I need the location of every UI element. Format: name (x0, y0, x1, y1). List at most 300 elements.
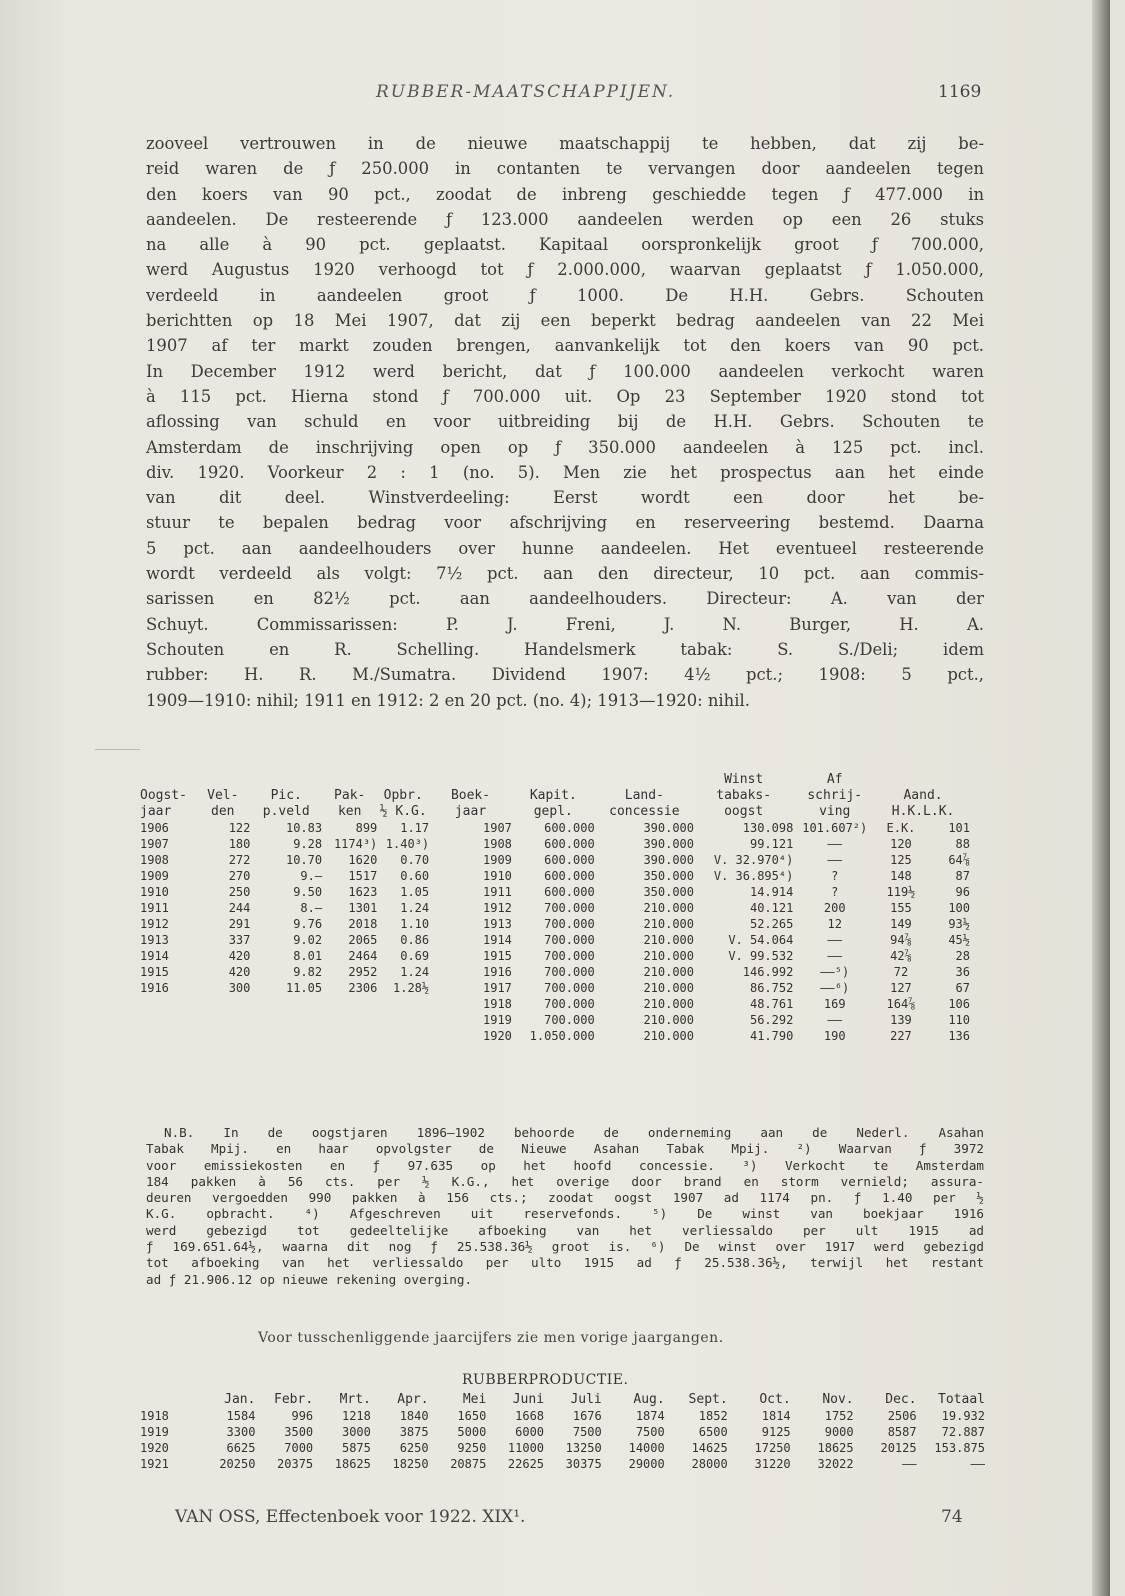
table-cell: 700.000 (544, 1013, 595, 1027)
table-cell (195, 996, 250, 1012)
table-cell: ——⁵) (820, 965, 850, 979)
table-cell: 101 (948, 821, 970, 835)
rubber-production-table (140, 1392, 985, 1472)
table-cell: 1840 (399, 1409, 429, 1423)
table-cell: 1912 (140, 917, 169, 931)
table-cell: ? (831, 885, 839, 899)
page-edge (1092, 0, 1110, 1596)
table-cell: 9000 (824, 1425, 854, 1439)
table-cell: 14625 (691, 1441, 728, 1455)
body-line: zooveel vertrouwen in de nieuwe maatschappij te hebben, dat zij be- (146, 134, 984, 153)
body-line: 1907 af ter markt zouden brengen, aanvankelijk tot den koers van 90 pct. (146, 336, 984, 356)
footnote-line: deuren vergoedden 990 pakken à 156 cts.; zoodat oogst 1907 ad 1174 pn. ƒ 1.40 per ½ (146, 1190, 984, 1206)
table-cell: 14.914 (749, 885, 794, 899)
table-cell: 6500 (698, 1425, 728, 1439)
table-cell: 210.000 (643, 997, 695, 1011)
table-cell: 210.000 (643, 949, 695, 963)
table-cell: 0.70 (400, 853, 430, 867)
crop-header-top (195, 772, 250, 788)
table-cell: 1919 (483, 1013, 512, 1027)
table-cell: 390.000 (643, 821, 695, 835)
table-cell: 6250 (399, 1441, 429, 1455)
table-cell: 1.05 (400, 885, 430, 899)
table-cell: 600.000 (544, 885, 595, 899)
rubber-header-cell: Dec. (885, 1392, 917, 1407)
table-cell: 1218 (341, 1409, 371, 1423)
table-cell: 700.000 (544, 965, 595, 979)
rubber-header-cell: Sept. (688, 1392, 728, 1407)
footer-number: 74 (941, 1507, 963, 1527)
table-cell: 22625 (507, 1457, 545, 1471)
footer-source: VAN OSS, Effectenboek voor 1922. XIX¹. (175, 1507, 526, 1527)
table-cell (322, 1012, 377, 1028)
table-cell: 11.05 (285, 981, 323, 995)
footnote-line: werd gebezigd tot gedeeltelijke afboeking van het verliessaldo per ult 1915 ad (146, 1222, 984, 1238)
table-cell: 700.000 (544, 901, 595, 915)
table-cell: 28000 (691, 1457, 728, 1471)
crop-header-cell: schrij- (807, 788, 863, 803)
crop-header-top (595, 772, 694, 788)
table-cell: 56.292 (749, 1013, 794, 1027)
crop-header-cell: Vel- (207, 788, 239, 803)
table-cell: 420 (228, 965, 251, 979)
crop-header-cell: ving (819, 804, 851, 819)
table-cell: 148 (890, 869, 912, 883)
table-cell: 110 (948, 1013, 970, 1027)
rubber-header-cell: Mrt. (339, 1392, 371, 1407)
rubber-production-title: RUBBERPRODUCTIE. (462, 1372, 629, 1388)
table-cell: 700.000 (544, 981, 595, 995)
table-cell: —— (970, 1457, 985, 1471)
table-cell: 1909 (140, 869, 169, 883)
table-cell (322, 996, 377, 1012)
table-cell: 2065 (348, 933, 378, 947)
table-cell: 210.000 (643, 965, 695, 979)
table-cell: V. 32.970⁴) (713, 853, 794, 867)
table-cell: 1916 (483, 965, 512, 979)
table-cell: 1.40³) (385, 837, 430, 851)
crop-header-top: Af (826, 772, 843, 787)
table-cell: 0.60 (400, 869, 430, 883)
crop-header-top: Winst (724, 772, 764, 787)
table-cell: 9.82 (293, 965, 323, 979)
crop-header-cell: Pic. (270, 788, 302, 803)
table-cell: 36 (955, 965, 970, 979)
table-cell: 210.000 (643, 901, 695, 915)
table-cell: 72.887 (941, 1425, 985, 1439)
table-cell: 420 (228, 949, 251, 963)
table-cell: 600.000 (544, 837, 595, 851)
crop-header-top (429, 772, 512, 788)
table-cell: 1.24 (400, 965, 430, 979)
table-cell: 210.000 (643, 917, 695, 931)
body-line: div. 1920. Voorkeur 2 : 1 (no. 5). Men zie het prospectus aan het einde (146, 462, 984, 482)
table-cell (195, 1028, 250, 1044)
rubber-header-cell: Mei (462, 1392, 487, 1407)
table-cell: 153.875 (934, 1441, 985, 1455)
footnote-line: K.G. opbracht. ⁴) Afgeschreven uit reservefonds. ⁵) De winst van boekjaar 1916 (146, 1206, 984, 1222)
table-cell: 164⅞ (886, 997, 916, 1011)
table-cell (250, 996, 322, 1012)
table-cell: 18625 (817, 1441, 854, 1455)
table-cell: 88 (955, 837, 970, 851)
table-cell: 227 (890, 1029, 912, 1043)
body-line: verdeeld in aandeelen groot ƒ 1000. De H.H. Gebrs. Schouten (146, 285, 984, 305)
table-cell (250, 1012, 322, 1028)
rubber-header-cell: Juli (570, 1392, 602, 1407)
table-row (140, 996, 970, 1012)
table-cell: 1920 (483, 1029, 512, 1043)
body-line: rubber: H. R. M./Sumatra. Dividend 1907: 4½ pct.; 1908: 5 pct., (146, 665, 984, 685)
page-number: 1169 (938, 82, 982, 102)
table-cell: 5875 (341, 1441, 371, 1455)
table-cell: 7500 (635, 1425, 665, 1439)
table-cell: 1.28½ (393, 981, 430, 995)
table-cell: 3300 (226, 1425, 256, 1439)
table-cell: 155 (890, 901, 912, 915)
footnote-line: ƒ 169.651.64½, waarna dit nog ƒ 25.538.36½ groot is. ⁶) De winst over 1917 werd gebezigd (146, 1239, 984, 1255)
table-cell: 14000 (628, 1441, 665, 1455)
body-line: 5 pct. aan aandeelhouders over hunne aandeelen. Het eventueel resteerende (146, 538, 984, 558)
table-cell: 1912 (483, 901, 512, 915)
table-cell: 250 (228, 885, 251, 899)
rubber-header-cell: Aug. (633, 1392, 665, 1407)
table-row (140, 916, 970, 932)
table-cell: 2306 (348, 981, 378, 995)
table-cell: 8.— (300, 901, 323, 915)
table-cell: 291 (228, 917, 251, 931)
footnote-line: 184 pakken à 56 cts. per ½ K.G., het overige door brand en storm vernield; assura- (146, 1173, 984, 1189)
table-cell: 1584 (226, 1409, 256, 1423)
left-rule (95, 749, 140, 750)
crop-header-top (140, 772, 195, 788)
body-line: van dit deel. Winstverdeeling: Eerst wordt een door het be- (146, 488, 984, 508)
body-line: berichtten op 18 Mei 1907, dat zij een beperkt bedrag aandeelen van 22 Mei (146, 311, 984, 331)
table-cell: —— (827, 933, 842, 947)
table-row (140, 948, 970, 964)
table-cell: 1.050.000 (529, 1029, 595, 1043)
table-cell: 200 (823, 901, 846, 915)
table-cell: 29000 (628, 1457, 665, 1471)
table-cell: 9250 (457, 1441, 487, 1455)
table-cell: 1.24 (400, 901, 430, 915)
table-cell: 180 (228, 837, 251, 851)
rubber-header-cell: Juni (512, 1392, 545, 1407)
table-cell: 20250 (219, 1457, 256, 1471)
table-row (140, 964, 970, 980)
body-line: à 115 pct. Hierna stond ƒ 700.000 uit. Op 23 September 1920 stond tot (146, 386, 984, 406)
table-cell: 1814 (761, 1409, 791, 1423)
table-cell: 899 (355, 821, 378, 835)
table-row (140, 1440, 985, 1456)
table-cell: 32022 (817, 1457, 854, 1471)
table-cell: 1915 (483, 949, 512, 963)
table-cell: 10.83 (285, 821, 323, 835)
rubber-header-cell: Nov. (822, 1392, 854, 1407)
table-cell: ——⁶) (820, 981, 850, 995)
table-cell: 2464 (348, 949, 378, 963)
table-cell: 10.70 (285, 853, 323, 867)
body-line: sarissen en 82½ pct. aan aandeelhouders. Directeur: A. van der (146, 589, 984, 609)
crop-header-cell: tabaks- (716, 788, 772, 803)
table-cell: 149 (890, 917, 912, 931)
table-cell: 1911 (140, 901, 169, 915)
table-cell: 20875 (450, 1457, 487, 1471)
table-cell: 1920 (140, 1441, 169, 1455)
table-cell: 1517 (348, 869, 378, 883)
table-cell: 42⅞ (890, 949, 912, 963)
table-cell: 1650 (457, 1409, 487, 1423)
body-line: na alle à 90 pct. geplaatst. Kapitaal oorspronkelijk groot ƒ 700.000, (146, 235, 984, 255)
table-cell: 1174³) (333, 837, 378, 851)
table-cell: 119½ (886, 885, 916, 899)
table-cell: 1.10 (400, 917, 430, 931)
table-cell: ? (831, 869, 839, 883)
crop-header-top (512, 772, 595, 788)
table-cell: 600.000 (544, 821, 595, 835)
table-row (140, 1424, 985, 1440)
crop-header-cell: ken (337, 804, 362, 819)
table-cell: 9125 (761, 1425, 791, 1439)
table-cell: 87 (955, 869, 970, 883)
table-row (140, 1012, 970, 1028)
crop-header-cell: Oogst- (140, 788, 187, 803)
table-cell: 7500 (572, 1425, 602, 1439)
crop-header-cell: Boek- (450, 788, 491, 803)
table-cell: 1301 (348, 901, 378, 915)
body-line: aandeelen. De resteerende ƒ 123.000 aandeelen werden op een 26 stuks (146, 209, 984, 229)
table-cell: 210.000 (643, 933, 695, 947)
table-cell (140, 1012, 195, 1028)
crop-header-top (377, 772, 429, 788)
table-cell: 0.69 (400, 949, 430, 963)
table-cell: 28 (955, 949, 970, 963)
footnote-line: N.B. In de oogstjaren 1896—1902 behoorde de onderneming aan de Nederl. Asahan (164, 1125, 984, 1140)
body-line: aflossing van schuld en voor uitbreiding bij de H.H. Gebrs. Schouten te (146, 412, 984, 432)
table-cell: —— (827, 949, 842, 963)
table-row (140, 852, 970, 868)
crop-header-cell: Aand. (903, 788, 943, 803)
table-cell: —— (827, 1013, 842, 1027)
table-cell (377, 1012, 429, 1028)
table-cell: 337 (228, 933, 251, 947)
body-line: wordt verdeeld als volgt: 7½ pct. aan den directeur, 10 pct. aan commis- (146, 564, 984, 584)
table-row (140, 1408, 985, 1424)
crop-header-cell: den (211, 804, 235, 819)
table-cell: 700.000 (544, 933, 595, 947)
table-cell (195, 1012, 250, 1028)
body-line: werd Augustus 1920 verhoogd tot ƒ 2.000.000, waarvan geplaatst ƒ 1.050.000, (146, 260, 984, 280)
footnote-line: voor emissiekosten en ƒ 97.635 op het hoofd concessie. ³) Verkocht te Amsterdam (146, 1157, 984, 1173)
rubber-header-cell (140, 1392, 198, 1408)
table-cell: 1908 (140, 853, 169, 867)
table-cell: 210.000 (643, 981, 695, 995)
body-line: Amsterdam de inschrijving open op ƒ 350.000 aandeelen à 125 pct. incl. (146, 437, 984, 457)
body-line: Schouten en R. Schelling. Handelsmerk tabak: S. S./Deli; idem (146, 639, 984, 659)
table-cell (140, 996, 195, 1012)
table-cell: 9.28 (293, 837, 323, 851)
table-cell: 9.76 (293, 917, 323, 931)
table-row (140, 836, 970, 852)
table-cell: E.K. (886, 821, 916, 835)
body-line: den koers van 90 pct., zoodat de inbreng geschiedde tegen ƒ 477.000 in (146, 184, 984, 204)
table-cell: 1874 (635, 1409, 665, 1423)
body-line: stuur te bepalen bedrag voor afschrijving en reserveering bestemd. Daarna (146, 513, 984, 533)
table-cell: 5000 (457, 1425, 487, 1439)
rubber-header-cell: Febr. (274, 1392, 314, 1407)
table-row (140, 820, 970, 836)
table-cell: 1913 (140, 933, 169, 947)
table-cell: 1907 (483, 821, 512, 835)
table-cell: 1919 (140, 1425, 169, 1439)
crop-header-cell: oogst (724, 804, 764, 819)
table-row (140, 868, 970, 884)
table-cell: 93½ (948, 917, 970, 931)
table-cell: 136 (948, 1029, 970, 1043)
table-cell: 6625 (226, 1441, 256, 1455)
table-cell: 2018 (348, 917, 378, 931)
table-cell: —— (827, 837, 842, 851)
footnote-line: tot afboeking van het verliessaldo per ulto 1915 ad ƒ 25.538.36½, terwijl het restant (146, 1255, 984, 1271)
table-cell: 700.000 (544, 997, 595, 1011)
table-row (140, 1028, 970, 1044)
crop-header-top (250, 772, 322, 788)
table-cell: 1914 (140, 949, 169, 963)
table-cell: 18625 (334, 1457, 371, 1471)
table-cell: 9.— (300, 869, 323, 883)
table-cell: 3875 (399, 1425, 429, 1439)
table-cell: 12 (827, 917, 842, 931)
crop-header-cell: Kapit. (529, 788, 577, 803)
table-cell: 1.17 (400, 821, 430, 835)
table-cell (250, 1028, 322, 1044)
table-cell: 17250 (754, 1441, 791, 1455)
crop-header-top (876, 772, 970, 788)
table-cell: 300 (228, 981, 251, 995)
table-cell: 350.000 (643, 869, 695, 883)
crop-header-top (322, 772, 377, 788)
body-line: In December 1912 werd bericht, dat ƒ 100.000 aandeelen verkocht waren (146, 361, 984, 381)
table-cell: 1914 (483, 933, 512, 947)
footnote-line: Tabak Mpij. en haar opvolgster de Nieuwe Asahan Tabak Mpij. ²) Waarvan ƒ 3972 (146, 1141, 984, 1157)
table-cell: 20375 (277, 1457, 314, 1471)
table-cell: 600.000 (544, 853, 595, 867)
table-cell: 9.02 (293, 933, 323, 947)
table-cell: 1910 (140, 885, 169, 899)
table-cell: 18250 (392, 1457, 429, 1471)
crop-table (140, 772, 970, 1044)
table-row (140, 980, 970, 996)
rubber-header-cell: Totaal (938, 1392, 985, 1407)
crop-header-cell: H.K.L.K. (891, 804, 955, 819)
table-cell: 1752 (824, 1409, 854, 1423)
table-cell: 210.000 (643, 1013, 695, 1027)
table-cell: 1915 (140, 965, 169, 979)
table-cell: —— (902, 1457, 917, 1471)
table-row (140, 884, 970, 900)
table-cell: 125 (890, 853, 912, 867)
table-cell: 1907 (140, 837, 169, 851)
table-cell: V. 36.895⁴) (713, 869, 794, 883)
crop-header-cell: jaar (140, 804, 172, 819)
table-cell: 7000 (284, 1441, 314, 1455)
table-cell: 350.000 (643, 885, 695, 899)
table-cell: 100 (948, 901, 970, 915)
table-cell: 139 (890, 1013, 912, 1027)
table-cell: 99.121 (749, 837, 794, 851)
table-cell: 64⅞ (948, 853, 970, 867)
table-cell: 72 (893, 965, 909, 979)
table-cell: V. 54.064 (728, 933, 794, 947)
crop-header-cell: Land- (624, 788, 664, 803)
body-paragraph (146, 131, 984, 713)
table-cell: 1676 (572, 1409, 602, 1423)
table-cell: 0.86 (400, 933, 430, 947)
table-cell: 8587 (887, 1425, 917, 1439)
rubber-header-cell: Apr. (397, 1392, 429, 1407)
table-cell (377, 996, 429, 1012)
table-cell: 2506 (887, 1409, 917, 1423)
table-cell: 30375 (565, 1457, 602, 1471)
table-cell: —— (827, 853, 842, 867)
footnote-line: ad ƒ 21.906.12 op nieuwe rekening overging. (146, 1271, 473, 1287)
table-cell: 244 (228, 901, 251, 915)
table-cell: 48.761 (749, 997, 794, 1011)
table-cell: 40.121 (749, 901, 794, 915)
table-cell: 122 (228, 821, 251, 835)
table-cell: 190 (823, 1029, 846, 1043)
table-cell: 1917 (483, 981, 512, 995)
table-cell: V. 99.532 (728, 949, 794, 963)
table-cell: 210.000 (643, 1029, 695, 1043)
footnotes (146, 1125, 984, 1288)
table-row (140, 900, 970, 916)
table-cell: 45½ (948, 933, 970, 947)
table-cell: 31220 (754, 1457, 791, 1471)
table-cell: 41.790 (749, 1029, 794, 1043)
table-cell: 94⅞ (890, 933, 912, 947)
table-cell: 1913 (483, 917, 512, 931)
table-cell: 2952 (348, 965, 378, 979)
table-cell: 13250 (565, 1441, 602, 1455)
table-cell: 1908 (483, 837, 512, 851)
table-cell: 169 (823, 997, 846, 1011)
table-cell: 106 (948, 997, 970, 1011)
running-header: RUBBER-MAATSCHAPPIJEN. (376, 82, 676, 102)
table-cell: 1916 (140, 981, 169, 995)
table-cell: 1852 (698, 1409, 728, 1423)
table-cell: 6000 (515, 1425, 545, 1439)
table-cell: 120 (890, 837, 912, 851)
body-line: Schuyt. Commissarissen: P. J. Freni, J. N. Burger, H. A. (146, 614, 984, 634)
crop-header-cell: p.veld (262, 804, 310, 819)
table-cell: 3000 (341, 1425, 371, 1439)
table-cell: 1918 (140, 1409, 169, 1423)
table-cell: 67 (955, 981, 970, 995)
table-cell: 1921 (140, 1457, 169, 1471)
table-cell: 9.50 (293, 885, 323, 899)
table-cell: 700.000 (544, 917, 595, 931)
crop-header-cell: gepl. (533, 804, 573, 819)
table-cell: 1911 (483, 885, 512, 899)
crop-header-cell: concessie (609, 804, 680, 819)
intro-note: Voor tusschenliggende jaarcijfers zie men vorige jaargangen. (258, 1330, 724, 1346)
table-cell: 600.000 (544, 869, 595, 883)
table-cell: 1668 (515, 1409, 545, 1423)
table-cell: 19.932 (941, 1409, 985, 1423)
rubber-header-cell: Oct. (759, 1392, 791, 1407)
table-cell: 130.098 (742, 821, 794, 835)
